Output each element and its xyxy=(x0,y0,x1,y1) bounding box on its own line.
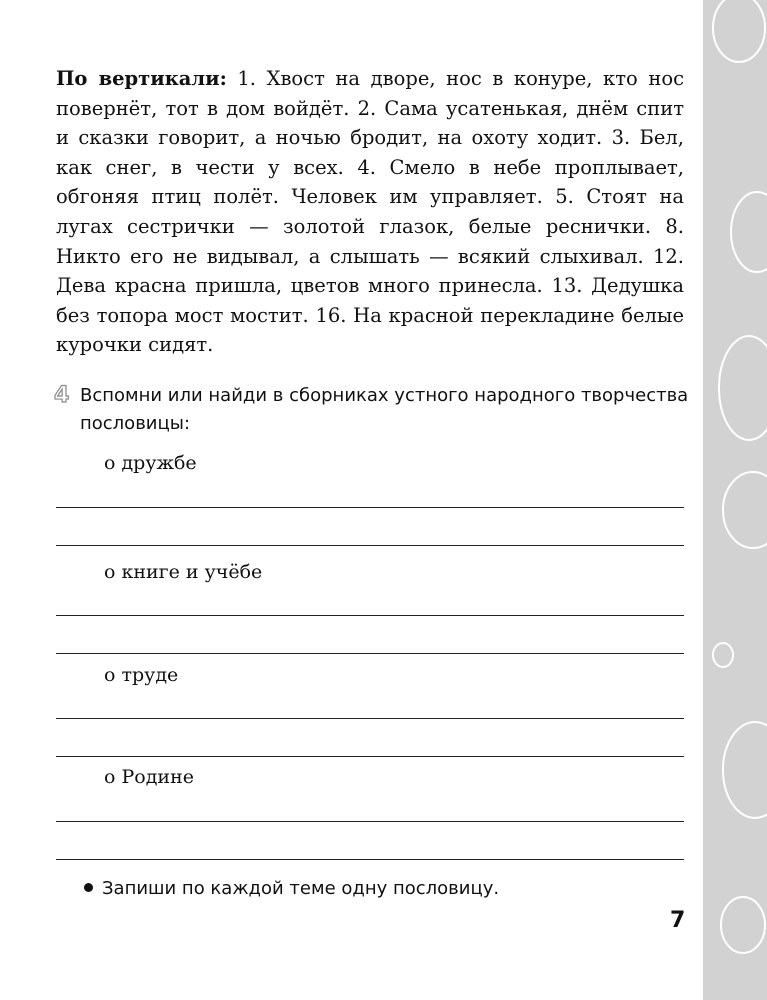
page-number: 7 xyxy=(670,908,686,933)
topic-books-study: о книге и учёбе xyxy=(104,561,263,583)
bubble-decoration-icon xyxy=(703,0,767,1000)
riddles-lead: По вертикали: xyxy=(56,67,227,90)
riddles-text: 1. Хвост на дворе, нос в конуре, кто нос повернёт, тот в дом войдёт. 2. Сама усатенькая, днём спит и сказки говорит, а ночью бродит, на охоту ходит. 3. Бел, как снег, в чести у всех. 4. Смело в небе проплывает, обгоняя птиц полёт. Человек им управляет. 5. Стоят на лугах сестрички — золотой глазок, белые реснички. 8. Никто его не видывал, а слышать — всякий слыхивал. 12. Дева красна пришла, цветов много принесла. 13. Дедушка без топора мост мостит. 16. На красной перекладине белые курочки сидят. xyxy=(56,67,684,357)
decorative-sidebar xyxy=(703,0,767,1000)
answer-line[interactable] xyxy=(56,718,684,719)
answer-line[interactable] xyxy=(56,821,684,822)
answer-line[interactable] xyxy=(56,859,684,860)
riddles-paragraph xyxy=(56,64,684,360)
topic-motherland: о Родине xyxy=(104,766,194,788)
answer-line[interactable] xyxy=(56,545,684,546)
topic-labor: о труде xyxy=(104,664,179,686)
instruction-note xyxy=(84,878,499,899)
answer-line[interactable] xyxy=(56,507,684,508)
answer-line[interactable] xyxy=(56,756,684,757)
task-4 xyxy=(54,382,690,438)
task-instruction: Вспомни или найди в сборниках устного народного творчества пословицы: xyxy=(80,385,689,434)
task-number: 4 xyxy=(54,383,70,408)
bullet-icon xyxy=(84,883,93,892)
answer-line[interactable] xyxy=(56,615,684,616)
answer-line[interactable] xyxy=(56,653,684,654)
topic-friendship: о дружбе xyxy=(104,452,197,474)
instruction-note-text: Запиши по каждой теме одну пословицу. xyxy=(102,878,500,899)
